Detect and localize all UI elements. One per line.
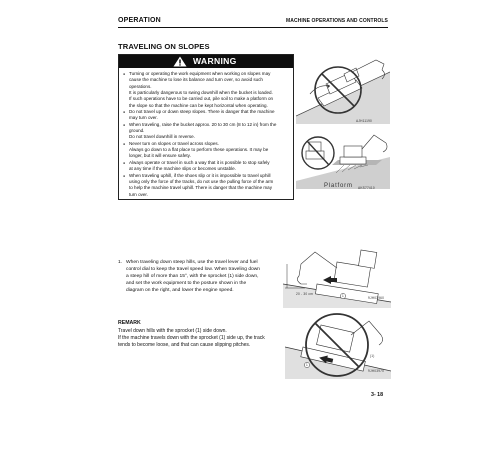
- warning-line: If such operations have to be carried out, pile soil to make a platform on: [129, 96, 274, 102]
- warning-line: It is particularly dangerous to swing downhill when the bucket is loaded.: [129, 90, 273, 96]
- remark-line: If the machine travels down with the sprocket (1) side up, the track: [118, 335, 265, 342]
- warning-bullet: ● When traveling, raise the bucket approx. 20 to 30 cm (8 to 12 in) from the: [123, 122, 291, 128]
- figure-1-code: AJH11190: [356, 119, 373, 123]
- warning-line: using only the force of the tracks, do not use the pulling force of the arm: [129, 178, 274, 184]
- warning-bullet: ● Do not travel up or down steep slopes. There is danger that the machine: [123, 109, 291, 115]
- warning-line: ground.: [129, 128, 145, 134]
- remark-line: Travel down hills with the sprocket (1) side down.: [118, 328, 227, 334]
- remark-title: REMARK: [118, 320, 141, 326]
- figure-4-callout-2: (1): [370, 354, 375, 358]
- warning-line: the slope so that the machine can be kept horizontal when operating.: [129, 102, 268, 108]
- warning-bullet: ● Turning or operating the work equipment when working on slopes may: [123, 71, 291, 77]
- remark-text: [118, 328, 276, 349]
- step-1: [118, 259, 270, 294]
- figure-3-callout: 1: [342, 294, 344, 298]
- warning-triangle-icon: [173, 56, 187, 67]
- figure-4-callout: 1: [306, 363, 308, 367]
- warning-banner: [119, 55, 293, 68]
- warning-line: Do not travel downhill in reverse.: [129, 134, 195, 140]
- warning-line: cause the machine to lose its balance and turn over, so avoid such: [129, 77, 263, 83]
- platform-label: Platform: [324, 183, 353, 189]
- figure-slope-swing: [296, 54, 390, 124]
- warning-bullet: ● Always operate or travel in such a way that it is possible to stop safely: [123, 160, 291, 166]
- warning-text: [123, 71, 291, 198]
- figure-3-dimension: 20 - 30 cm: [296, 292, 314, 296]
- figure-platform: [296, 129, 390, 189]
- figure-2-code: AKS77410: [358, 186, 375, 190]
- warning-label: WARNING: [193, 56, 237, 66]
- step-line: a steep hill of more than 15°, with the sprocket (1) side down,: [126, 274, 259, 280]
- warning-line: turn over.: [129, 191, 148, 197]
- warning-bullet: ● When traveling uphill, if the shoes slip or it is impossible to travel uphill: [123, 173, 291, 179]
- chapter-title: OPERATION: [118, 17, 161, 24]
- step-number: 1.: [118, 260, 123, 265]
- warning-line: Always go down to a flat place to perform these operations. It may be: [129, 147, 269, 153]
- page-number: 3- 18: [371, 392, 384, 398]
- figure-3-code: 9JH03960: [368, 296, 385, 300]
- warning-box: [118, 54, 294, 200]
- warning-line: at any time if the machine slips or becomes unstable.: [129, 166, 236, 172]
- header-rule: [118, 27, 388, 28]
- remark-line: tends to become loose, and that can cause slipping pitches.: [118, 342, 251, 349]
- warning-line: to help the machine travel uphill. There is danger that the machine may: [129, 185, 272, 191]
- warning-line: may turn over.: [129, 115, 158, 121]
- step-text: [118, 259, 270, 294]
- step-line: control dial to keep the travel speed low. When traveling down: [126, 267, 261, 273]
- section-title: TRAVELING ON SLOPES: [118, 42, 210, 51]
- warning-line: operations.: [129, 83, 152, 89]
- step-line: diagram on the right, and lower the engine speed.: [126, 288, 234, 294]
- figure-4-code: 9JH03970: [368, 369, 385, 373]
- step-line: and set the work equipment to the posture shown in the: [126, 281, 247, 287]
- warning-bullet: ● Never turn on slopes or travel across slopes.: [123, 141, 291, 147]
- page-header: [118, 17, 388, 27]
- warning-line: longer, but it will ensure safety.: [129, 153, 191, 159]
- section-header: MACHINE OPERATIONS AND CONTROLS: [286, 18, 388, 24]
- step-line: When traveling down steep hills, use the travel lever and fuel: [126, 260, 258, 265]
